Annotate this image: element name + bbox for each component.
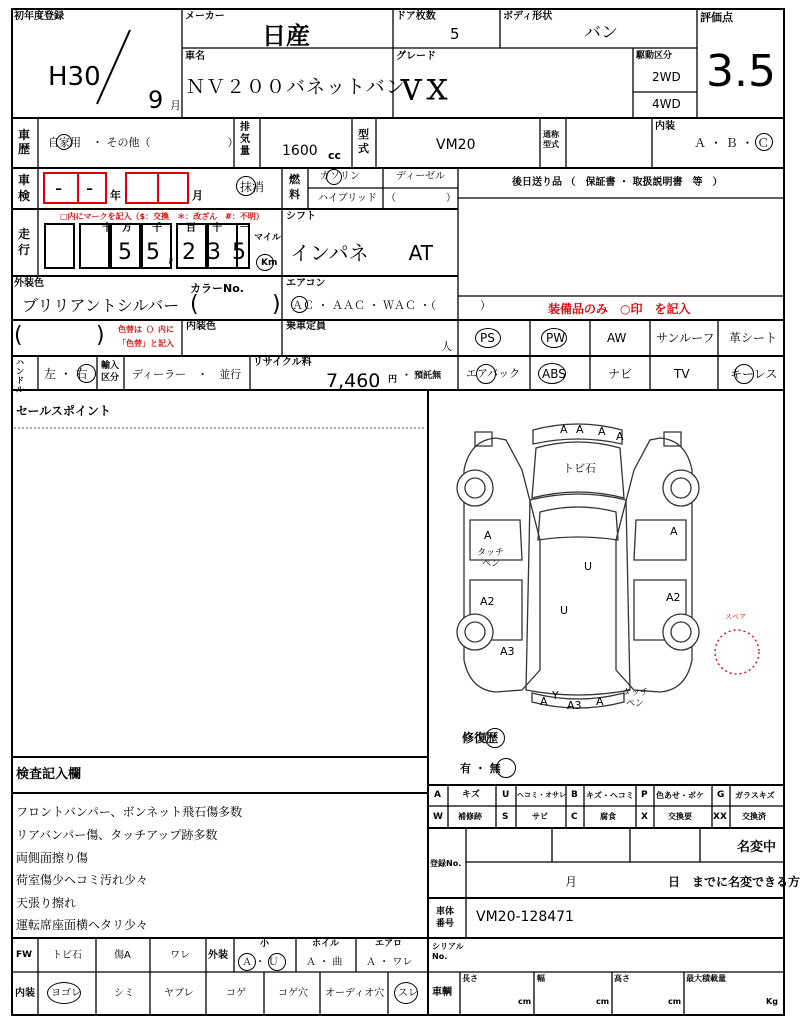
mileage-digit-6: 5 <box>232 240 246 265</box>
equip-keyless-circle <box>734 364 754 384</box>
inspection-note-4: 荷室傷少ヘコミ汚れ少々 <box>16 873 149 887</box>
interior-wear-circle <box>394 982 418 1004</box>
legend-text-b: キズ・ヘコミ <box>586 791 634 800</box>
equip-airbag-circle <box>476 364 496 384</box>
legend-code-b: B <box>571 790 578 800</box>
equip-pw-circle <box>541 328 567 348</box>
cc-unit: cc <box>328 149 342 162</box>
unit-label-juu: 十 <box>212 223 222 234</box>
legend-code-p: P <box>641 790 648 800</box>
maker-label: メーカー <box>185 11 225 22</box>
small-options[interactable]: Ａ ・ Ｕ <box>242 957 279 968</box>
interior-color-label: 内装色 <box>186 321 216 332</box>
model-value: VM20 <box>436 137 476 153</box>
import-options[interactable]: ディーラー ・ 並行 <box>132 368 242 381</box>
inspection-year-unit: 年 <box>110 189 121 202</box>
unit-label-ichi: 一 <box>240 223 250 234</box>
shift-label: シフト <box>286 211 316 222</box>
aircon-label: エアコン <box>286 278 326 289</box>
equip-abs-circle <box>538 363 566 384</box>
shift-value: インパネ AT <box>290 241 433 265</box>
sales-points-label: セールスポイント <box>16 404 111 418</box>
aircon-options[interactable]: ＡＣ ・ ＡＡＣ ・ ＷＡＣ ・（ ） <box>292 299 491 312</box>
interior-color-paren-open: ( <box>14 323 23 348</box>
fw-crack[interactable]: ワレ <box>170 950 190 961</box>
drive-label: 駆動区分 <box>636 51 673 61</box>
equip-navi[interactable]: ナビ <box>608 367 633 381</box>
damage-mark-front-a3: A <box>598 425 606 438</box>
repair-history-label: 修復歴 <box>462 731 499 745</box>
interior-stain[interactable]: シミ <box>114 988 134 999</box>
score-label: 評価点 <box>700 11 733 24</box>
interior-wear[interactable]: スレ <box>398 988 418 999</box>
aero-options[interactable]: Ａ ・ ワレ <box>366 957 413 968</box>
inspection-note-3: 両側面擦り傷 <box>16 851 89 865</box>
handle-right-circle <box>77 364 96 383</box>
legend-code-c: C <box>571 812 578 822</box>
damage-mark-roof-u1: U <box>584 560 593 573</box>
legend-code-x: X <box>641 812 648 822</box>
damage-mark-front-a4: A <box>616 430 624 443</box>
displacement-value: 1600 <box>282 143 318 159</box>
recycle-yen: 円 <box>388 375 398 385</box>
grade-value: ＶＸ <box>398 76 451 106</box>
import-label: 輸入 区分 <box>101 361 120 383</box>
aero-label: エアロ <box>375 939 403 949</box>
history-label: 車歴 <box>18 128 31 156</box>
inspection-month-box[interactable] <box>125 172 159 204</box>
mileage-digit-4: 2 <box>182 240 196 265</box>
reg-no-label: 登録No. <box>430 859 462 868</box>
small-a-circle <box>238 953 256 971</box>
interior-dirt[interactable]: ヨゴレ <box>51 988 81 999</box>
interior-grade-options[interactable]: Ａ ・ Ｂ ・ Ｃ <box>694 136 770 150</box>
inspection-month-unit: 月 <box>192 189 203 202</box>
capacity-label: 乗車定員 <box>286 321 326 332</box>
equipment-header: 装備品のみ ○印 を記入 <box>548 302 691 316</box>
damage-mark-right-a: A <box>670 525 678 538</box>
interior-burn-hole[interactable]: コゲ穴 <box>278 988 308 999</box>
inspection-dash-2: - <box>86 176 94 200</box>
height-unit: cm <box>668 997 682 1006</box>
chassis-number: VM20-128471 <box>476 909 574 925</box>
exterior-color-value: ブリリアントシルバー <box>22 296 180 315</box>
drive-2wd[interactable]: 2WD <box>652 70 681 84</box>
exterior-color-label: 外装色 <box>14 278 44 289</box>
usage-options[interactable]: 自家用 ・ その他（ ） <box>48 136 239 149</box>
interior-grade-label: 内装 <box>655 121 675 132</box>
repair-none-circle <box>496 758 516 778</box>
legend-text-a: キズ <box>462 790 480 800</box>
damage-mark-right-a2: A2 <box>666 591 681 604</box>
fw-scratch[interactable]: 傷A <box>114 950 131 961</box>
car-name-value: ＮＶ２００バネットバン <box>186 76 406 98</box>
unit-label-man: 万 <box>122 223 132 234</box>
registration-month: 9 <box>148 86 164 114</box>
inspection-notes-label: 検査記入欄 <box>16 767 82 782</box>
mileage-digit-box-0[interactable] <box>44 223 75 269</box>
fuel-other[interactable]: （ ） <box>386 193 456 204</box>
recycle-deposit[interactable]: ・ 預託無 <box>402 371 442 381</box>
vehicle-dims-label: 車輌 <box>432 987 452 998</box>
spare-label: スペア <box>725 613 746 621</box>
interior-audio-hole[interactable]: オーディオ穴 <box>325 988 385 999</box>
inspection-note-5: 天張り擦れ <box>16 896 77 910</box>
inspection-note-1: フロントバンパー、ボンネット飛石傷多数 <box>16 805 243 819</box>
damage-mark-rear-touch: タッチ <box>622 688 650 698</box>
chassis-label: 車体 番号 <box>436 907 455 929</box>
km-circle <box>256 254 274 271</box>
legend-code-w: W <box>433 812 443 822</box>
mileage-digit-2: 5 <box>118 240 132 265</box>
mileage-label: 走 行 <box>18 227 31 257</box>
legend-text-x: 交換要 <box>668 812 692 821</box>
interior-color-paren-close: ) <box>96 323 105 348</box>
aircon-ac-circle <box>291 296 308 313</box>
height-label: 高さ <box>614 974 630 983</box>
equip-sunroof[interactable]: サンルーフ <box>656 331 715 345</box>
recycle-label: リサイクル料 <box>253 357 312 368</box>
legend-text-xx: 交換済 <box>742 812 766 821</box>
inspection-label: 車検 <box>18 173 31 203</box>
inspection-month-box-2[interactable] <box>157 172 189 204</box>
unit-label-hyaku: 百 <box>186 223 196 234</box>
damage-mark-left-a2: A2 <box>480 595 495 608</box>
legend-code-a: A <box>434 790 441 800</box>
grade-label: グレード <box>396 51 436 62</box>
small-label: 小 <box>260 939 270 949</box>
handle-label: ハ ン ド ル <box>16 358 24 394</box>
expired-option[interactable]: 抹消 <box>240 180 265 194</box>
mileage-red-note: □内にマークを記入（$：交換 ＊：改ざん #：不明） <box>60 212 264 221</box>
model-label: 型式 <box>358 128 369 155</box>
mileage-digit-3: 5 <box>146 240 160 265</box>
load-unit: Kg <box>766 997 778 1006</box>
legend-text-c: 腐食 <box>600 812 616 821</box>
inspection-dash-1: - <box>55 176 63 200</box>
legend-text-g: ガラスキズ <box>735 791 775 800</box>
fuel-label-text: 燃 料 <box>289 173 300 201</box>
fuel-gasoline[interactable]: ガソリン <box>320 171 360 182</box>
damage-mark-rear-y: Y <box>552 689 559 702</box>
wheel-options[interactable]: Ａ ・ 曲 <box>306 957 343 968</box>
damage-mark-left-pen: ペン <box>482 559 501 569</box>
doors-value: 5 <box>450 25 460 43</box>
inspection-note-2: リアバンパー傷、タッチアップ跡多数 <box>16 828 218 842</box>
repair-history-circle <box>485 728 505 748</box>
damage-mark-chip: トビ石 <box>563 462 596 475</box>
color-no-label: カラーNo. <box>190 282 244 295</box>
damage-mark-left-a3: A3 <box>500 645 515 658</box>
equip-pw[interactable]: PW <box>546 331 566 345</box>
displacement-label: 排気量 <box>240 122 250 157</box>
handle-side[interactable]: 左 ・ 右 <box>44 367 88 381</box>
fuel-diesel[interactable]: ディーゼル <box>396 171 445 182</box>
first-registration-label: 初年度登録 <box>14 11 64 22</box>
body-type-value: バン <box>584 23 618 43</box>
doors-label: ドア枚数 <box>396 11 436 22</box>
color-paren-close: ) <box>272 292 281 317</box>
damage-mark-rear-a2: A <box>596 695 604 708</box>
damage-mark-roof-u2: U <box>560 604 569 617</box>
repair-history-options[interactable]: 有 ・ 無 <box>460 762 501 775</box>
width-unit: cm <box>596 997 610 1006</box>
drive-4wd[interactable]: 4WD <box>652 97 681 111</box>
legend-code-s: S <box>502 812 509 822</box>
interior-label-bottom: 内装 <box>15 988 35 999</box>
small-u-circle <box>268 953 286 971</box>
maker-value: 日産 <box>262 22 310 50</box>
equip-leather[interactable]: 革シート <box>729 331 778 345</box>
load-label: 最大積載量 <box>686 974 726 983</box>
equip-airbag[interactable]: エアバック <box>466 367 521 380</box>
unit-label-sen: 千 <box>152 223 162 234</box>
equip-keyless[interactable]: キーレス <box>730 367 778 381</box>
equip-abs[interactable]: ABS <box>542 367 566 381</box>
deferred-docs: 後日送り品 （ 保証書 ・ 取扱説明書 等 ） <box>512 177 723 188</box>
mileage-comma: , <box>168 246 175 265</box>
expired-circle <box>236 176 256 196</box>
month-unit: 月 <box>170 99 181 112</box>
name-change-status: 名変中 <box>737 840 777 855</box>
legend-code-u: U <box>502 790 510 800</box>
km-unit[interactable]: Km <box>261 258 278 268</box>
inspection-note-6: 運転席座面横ヘタリ少々 <box>16 918 149 932</box>
serial-label: シリアル No. <box>432 942 464 961</box>
length-label: 長さ <box>462 974 478 983</box>
interior-dirt-circle <box>47 982 81 1004</box>
damage-mark-rear-a3: A3 <box>567 699 582 712</box>
unit-label-10man: 十 <box>102 223 112 234</box>
name-change-day-note: 日 までに名変できる方 <box>668 875 800 889</box>
equip-ps-circle <box>475 328 501 348</box>
legend-code-xx: XX <box>713 812 727 822</box>
fuel-gasoline-circle <box>326 169 342 185</box>
registration-year: H30 <box>48 62 101 92</box>
car-name-label: 車名 <box>185 51 205 62</box>
score-value: 3.5 <box>706 46 776 97</box>
usage-private-circle <box>56 134 72 150</box>
length-unit: cm <box>518 997 532 1006</box>
recolor-note-1: 色替は（）内に <box>118 325 174 334</box>
capacity-unit: 人 <box>441 340 452 353</box>
equip-aw[interactable]: AW <box>607 331 627 345</box>
legend-text-s: サビ <box>532 812 548 821</box>
interior-grade-c-circle <box>755 133 773 151</box>
interior-burn[interactable]: コゲ <box>226 988 246 999</box>
interior-tear[interactable]: ヤブレ <box>164 988 194 999</box>
mile-unit[interactable]: マイル <box>254 233 281 243</box>
name-change-month: 月 <box>565 875 578 889</box>
legend-code-g: G <box>717 790 725 800</box>
color-paren-open: ( <box>190 292 199 317</box>
mileage-digit-5: 3 <box>207 240 221 265</box>
recycle-value: 7,460 <box>326 370 381 392</box>
legend-text-w: 補修跡 <box>458 812 482 821</box>
equip-ps[interactable]: PS <box>480 331 495 345</box>
common-model-label: 通称型式 <box>543 130 559 149</box>
recolor-note-2: 「色替」と記入 <box>118 339 174 348</box>
equip-tv[interactable]: TV <box>674 367 690 381</box>
damage-mark-rear-pen: ペン <box>626 699 645 709</box>
fuel-hybrid[interactable]: ハイブリッド <box>318 193 377 204</box>
legend-text-u: ヘコミ・オサレ <box>517 791 566 799</box>
damage-mark-front-a1: A <box>560 423 568 436</box>
damage-mark-front-a2: A <box>576 423 584 436</box>
exterior-label: 外装 <box>208 950 228 961</box>
damage-mark-left-touch: タッチ <box>477 548 505 558</box>
damage-mark-rear-a1: A <box>540 695 548 708</box>
wheel-label: ホイル <box>312 939 340 949</box>
width-label: 幅 <box>537 974 545 983</box>
body-type-label: ボディ形状 <box>503 11 553 22</box>
damage-mark-left-a: A <box>484 529 492 542</box>
legend-text-p: 色あせ・ボケ <box>656 791 704 800</box>
fw-label: FW <box>16 950 33 960</box>
fw-chip[interactable]: トビ石 <box>52 950 82 961</box>
